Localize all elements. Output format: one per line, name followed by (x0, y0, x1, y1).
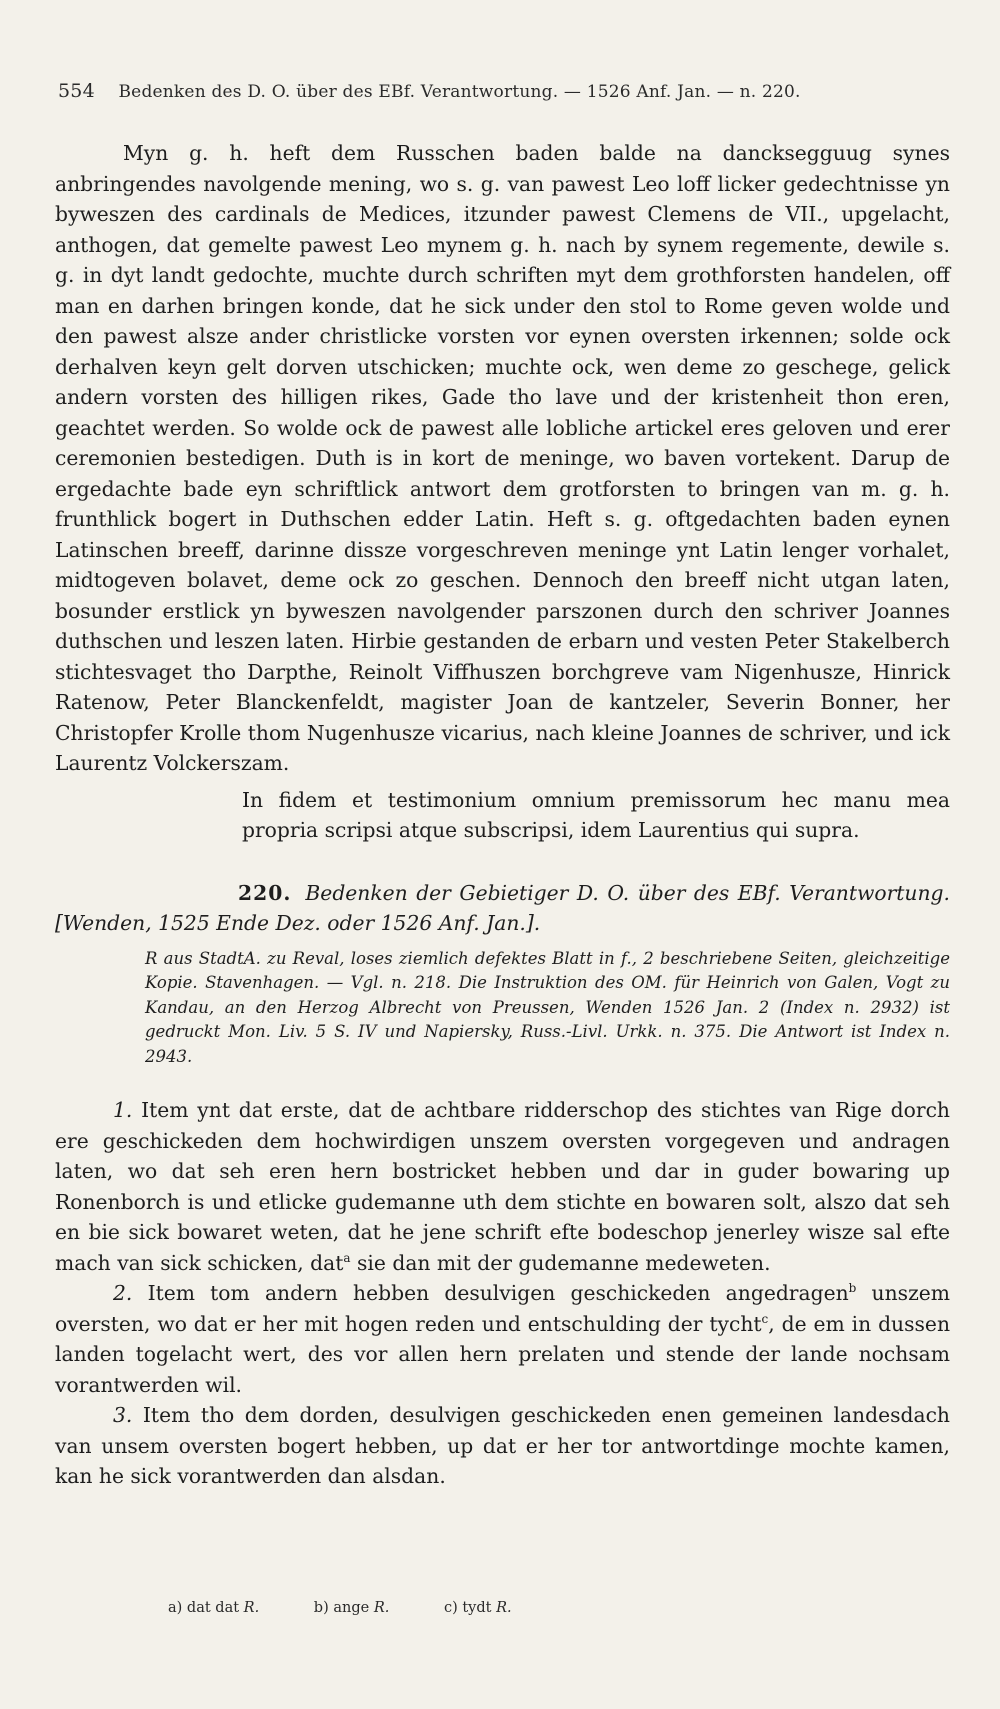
section-title: Bedenken der Gebietiger D. O. über des EBf. Verantwortung. [Wenden, 1525 Ende Dez. oder 1526 Anf. Jan.]. (55, 880, 950, 935)
running-header (58, 80, 958, 102)
item-text: unszem oversten, wo dat er her mit hogen reden und entschulding der tycht (55, 1281, 950, 1336)
item-number: 2. (113, 1281, 133, 1306)
footnote-mark: a) (168, 1600, 183, 1616)
main-text (55, 138, 950, 1492)
footnote-text: tydt (462, 1600, 492, 1616)
section-number: 220. (238, 880, 292, 905)
footnote-sigle: R. (373, 1600, 390, 1616)
footnote-ref: c (761, 1312, 769, 1327)
page-number: 554 (58, 80, 95, 102)
footnote (314, 1600, 390, 1616)
source-note: R aus StadtA. zu Reval, loses ziemlich defektes Blatt in f., 2 beschriebene Seiten, gleichzeitige Kopie. Stavenhagen. — Vgl. n. 218. Die Instruktion des OM. für Heinrich von Galen, Vogt zu Kandau, an den Herzog Albrecht von Preussen, Wenden 1526 Jan. 2 (Index n. 2932) ist gedruckt Mon. Liv. 5 S. IV und Napiersky, Russ.-Livl. Urkk. n. 375. Die Antwort ist Index n. 2943. (145, 948, 950, 1066)
item-text: Item tho dem dorden, desulvigen geschickeden enen gemeinen landesdach van unsem oversten bogert hebben, up dat er her tor antwortdinge mochte kamen, kan he sick vorantwerden dan alsdan. (55, 1403, 950, 1489)
paragraph-report: Myn g. h. heft dem Russchen baden balde na dancksegguug synes anbringendes navolgende mening, wo s. g. van pawest Leo loff licker gedechtnisse yn byweszen des cardinals de Medices, itzunder pawest Clemens de VII., upgelacht, anthogen, dat gemelte pawest Leo mynem g. h. nach by synem regemente, dewile s. g. in dyt landt gedochte, muchte durch schriften myt dem grothforsten handelen, off man en darhen bringen konde, dat he sick under den stol to Rome geven wolde und den pawest alsze ander christlicke vorsten vor eynen oversten irkennen; solde ock derhalven keyn gelt dorven utschicken; muchte ock, wen deme zo geschege, gelick andern vorsten des hilligen rikes, Gade tho lave und der kristenheit thon eren, geachtet werden. So wolde ock de pawest alle lobliche artickel eres geloven und erer ceremonien bestedigen. Duth is in kort de meninge, wo baven vortekent. Darup de ergedachte bade eyn schriftlick antwort dem grotforsten to bringen van m. g. h. frunthlick bogert in Duthschen edder Latin. Heft s. g. oftgedachten baden eynen Latinschen breeff, darinne dissze vorgeschreven meninge ynt Latin lenger vorhalet, midtogeven bolavet, deme ock zo geschen. Dennoch den breeff nicht utgan laten, bosunder erstlick yn byweszen navolgender parszonen durch den schriver Joannes duthschen und leszen laten. Hirbie gestanden de erbarn und vesten Peter Stakelberch stichtesvaget tho Darpthe, Reinolt Viffhuszen borchgreve vam Nigenhusze, Hinrick Ratenow, Peter Blanckenfeldt, magister Joan de kantzeler, Severin Bonner, her Christopfer Krolle thom Nugenhusze vicarius, nach kleine Joannes de schriver, und ick Laurentz Volckerszam. (55, 141, 950, 775)
item-number: 1. (113, 1098, 133, 1123)
item-text: Item ynt dat erste, dat de achtbare ridderschop des stichtes van Rige dorch ere geschickeden dem hochwirdigen unszem oversten vorgegeven und andragen laten, wo dat seh eren hern bostricket hebben und dar in guder bowaring up Ronenborch is und etlicke gudemanne uth dem stichte en bowaren solt, alszo dat seh en bie sick bowaret weten, dat he jene schrift efte bodeschop jenerley wisze sal efte mach van sick schicken, dat (55, 1098, 950, 1275)
footnote (168, 1600, 259, 1616)
footnote-text: ange (333, 1600, 370, 1616)
footnote-mark: c) (443, 1600, 458, 1616)
footnote-ref: b (848, 1281, 857, 1296)
running-title: Bedenken des D. O. über des EBf. Verantwortung. — 1526 Anf. Jan. — n. 220. (118, 82, 801, 102)
list-item-2 (55, 1278, 950, 1400)
footnote-text: dat dat (186, 1600, 240, 1616)
section-heading (55, 878, 950, 939)
spacer (55, 1069, 950, 1095)
list-item-3 (55, 1400, 950, 1492)
footnotes (168, 1600, 868, 1616)
footnote-sigle: R. (243, 1600, 260, 1616)
item-text: , de em in dussen landen togelacht wert, des vor allen hern prelaten und stende der lande nochsam vorantwerden wil. (55, 1311, 950, 1397)
item-text: Item tom andern hebben desulvigen geschickeden angedragen (147, 1281, 849, 1306)
list-item-1 (55, 1095, 950, 1278)
footnote (444, 1600, 512, 1616)
item-number: 3. (113, 1403, 133, 1428)
item-text: sie dan mit der gudemanne medeweten. (350, 1250, 771, 1275)
attestation: In fidem et testimonium omnium premissorum hec manu mea propria scripsi atque subscripsi, idem Laurentius qui supra. (242, 787, 950, 842)
footnote-ref: a (343, 1251, 351, 1266)
footnote-mark: b) (313, 1600, 329, 1616)
footnote-sigle: R. (496, 1600, 512, 1616)
